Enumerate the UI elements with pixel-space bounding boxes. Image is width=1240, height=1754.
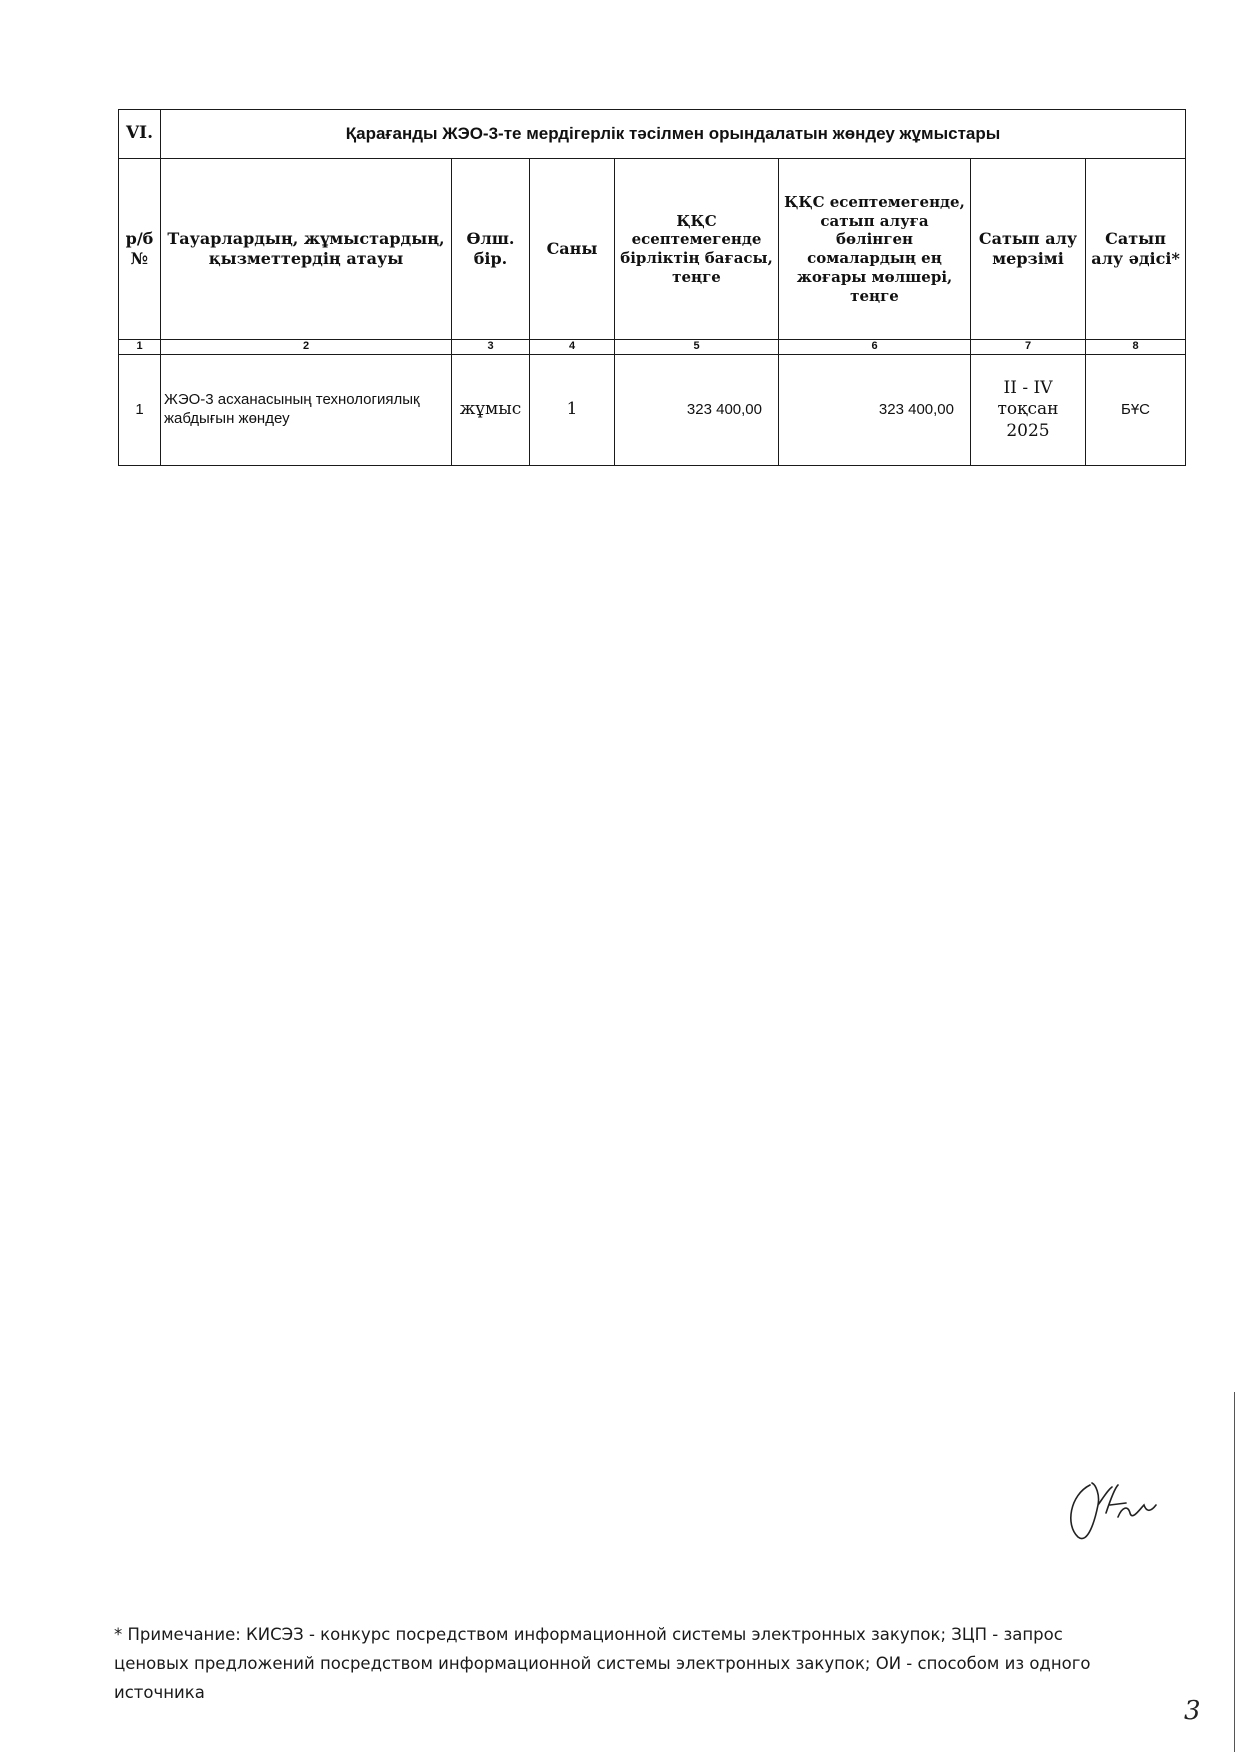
- header-max-amount: ҚҚС есептемегенде, сатып алуға бөлінген сомалардың ең жоғары мөлшері, теңге: [779, 159, 971, 340]
- header-item-name: Тауарлардың, жұмыстардың, қызметтердің атауы: [161, 159, 452, 340]
- column-number: 1: [119, 340, 161, 355]
- column-number: 6: [779, 340, 971, 355]
- signature: [1060, 1465, 1165, 1545]
- header-quantity: Саны: [530, 159, 615, 340]
- footnote: * Примечание: КИСЭЗ - конкурс посредством информационной системы электронных закупок; ЗЦП - запрос ценовых предложений посредством информационной системы электронных закупок; ОИ - способом из одного источника: [114, 1625, 1091, 1702]
- quantity: 1: [530, 355, 615, 466]
- row-number: 1: [119, 355, 161, 466]
- column-number: 2: [161, 340, 452, 355]
- max-amount: 323 400,00: [779, 355, 971, 466]
- column-number: 5: [615, 340, 779, 355]
- column-number: 4: [530, 340, 615, 355]
- page-number: 3: [1184, 1696, 1201, 1726]
- table-row: [119, 355, 1186, 466]
- section-header-row: [119, 110, 1186, 159]
- purchase-method: БҰС: [1086, 355, 1186, 466]
- unit-price: 323 400,00: [615, 355, 779, 466]
- header-method: Сатып алу әдісі*: [1086, 159, 1186, 340]
- header-unit: Өлш. бір.: [452, 159, 530, 340]
- column-number: 3: [452, 340, 530, 355]
- section-number: VI.: [119, 110, 161, 159]
- header-period: Сатып алу мерзімі: [971, 159, 1086, 340]
- header-row-number: р/б №: [119, 159, 161, 340]
- header-unit-price: ҚҚС есептемегенде бірліктің бағасы, теңге: [615, 159, 779, 340]
- item-name: ЖЭО-3 асханасының технологиялық жабдығын жөндеу: [161, 355, 452, 466]
- column-number: 7: [971, 340, 1086, 355]
- section-title: Қарағанды ЖЭО-3-те мердігерлік тәсілмен орындалатын жөндеу жұмыстары: [161, 110, 1186, 159]
- procurement-table: [118, 109, 1186, 466]
- purchase-period: II - IV тоқсан 2025: [971, 355, 1086, 466]
- unit: жұмыс: [452, 355, 530, 466]
- scan-edge-line: [1234, 1392, 1235, 1752]
- column-number: 8: [1086, 340, 1186, 355]
- column-header-row: [119, 159, 1186, 340]
- column-number-row: [119, 340, 1186, 355]
